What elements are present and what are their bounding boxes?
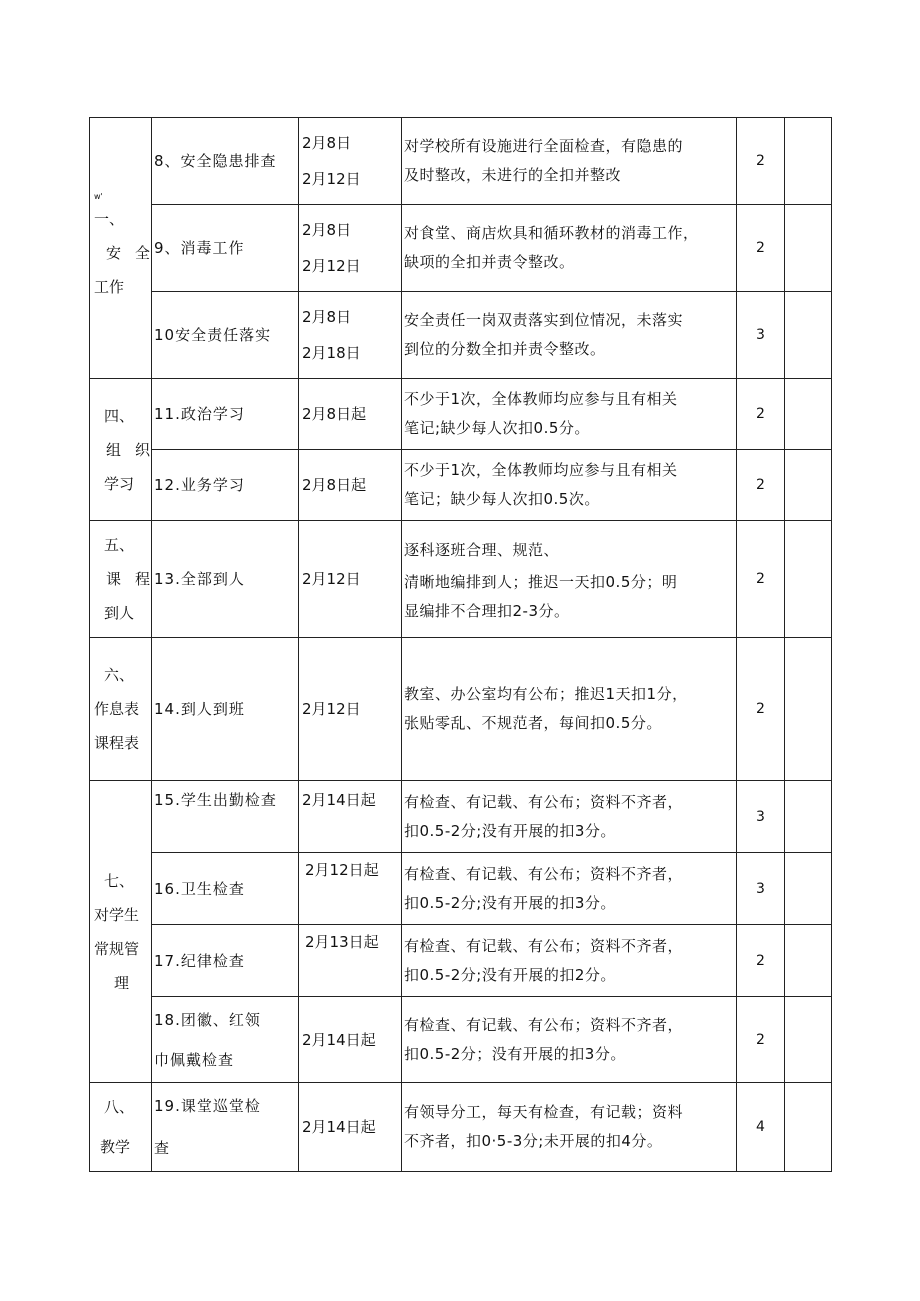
item-name: 16.卫生检查 [152,853,299,925]
criteria-cell: 有领导分工，每天有检查，有记载；资料 不齐者，扣0·5-3分;未开展的扣4分。 [402,1083,737,1172]
item-name: 11.政治学习 [152,379,299,450]
category-mark: w' [94,192,103,201]
score-cell: 4 [737,1083,785,1172]
date-cell: 2月8日 2月12日 [299,205,402,292]
date-cell: 2月8日起 [299,450,402,521]
table-row [90,521,832,638]
criteria-cell: 安全责任一岗双责落实到位情况，未落实 到位的分数全扣并责令整改。 [402,292,737,379]
criteria-cell: 对学校所有设施进行全面检查，有隐患的 及时整改，未进行的全扣并整改 [402,118,737,205]
criteria-cell: 不少于1次，全体教师均应参与且有相关 笔记;缺少每人次扣0.5分。 [402,379,737,450]
criteria-cell: 有检查、有记载、有公布；资料不齐者， 扣0.5-2分;没有开展的扣2分。 [402,925,737,997]
table-row [90,781,832,853]
category-student-management: 七、 对学生 常规管 理 [90,781,152,1083]
criteria-cell: 对食堂、商店炊具和循环教材的消毒工作， 缺项的全扣并责令整改。 [402,205,737,292]
category-teaching: 八、 教学 [90,1083,152,1172]
item-name: 10安全责任落实 [152,292,299,379]
date-cell: 2月12日 [299,521,402,638]
date-cell: 2月8日 2月18日 [299,292,402,379]
blank-cell [785,925,832,997]
blank-cell [785,638,832,781]
criteria-cell: 逐科逐班合理、规范、 清晰地编排到人；推迟一天扣0.5分；明 显编排不合理扣2-3分。 [402,521,737,638]
item-name: 19.课堂巡堂检 查 [152,1083,299,1172]
table-row [90,1083,832,1172]
item-name: 14.到人到班 [152,638,299,781]
blank-cell [785,450,832,521]
score-cell: 2 [737,118,785,205]
blank-cell [785,292,832,379]
blank-cell [785,997,832,1083]
date-cell: 2月12日起 [299,853,402,925]
item-name: 8、安全隐患排查 [152,118,299,205]
table-row [90,450,832,521]
item-name: 17.纪律检查 [152,925,299,997]
score-cell: 2 [737,205,785,292]
score-cell: 2 [737,379,785,450]
blank-cell [785,205,832,292]
table-row [90,205,832,292]
score-cell: 2 [737,521,785,638]
score-cell: 3 [737,853,785,925]
date-cell: 2月8日 2月12日 [299,118,402,205]
item-name: 13.全部到人 [152,521,299,638]
criteria-cell: 不少于1次，全体教师均应参与且有相关 笔记；缺少每人次扣0.5次。 [402,450,737,521]
blank-cell [785,853,832,925]
date-cell: 2月13日起 [299,925,402,997]
category-safety: w' 一、 安全 工作 [90,118,152,379]
score-cell: 2 [737,450,785,521]
item-name: 9、消毒工作 [152,205,299,292]
score-cell: 3 [737,781,785,853]
category-schedule: 六、 作息表 课程表 [90,638,152,781]
item-name: 18.团徽、红领 巾佩戴检查 [152,997,299,1083]
table-row [90,638,832,781]
score-cell: 2 [737,925,785,997]
date-cell: 2月14日起 [299,1083,402,1172]
inspection-table [89,117,832,1172]
score-cell: 2 [737,638,785,781]
blank-cell [785,118,832,205]
category-study: 四、 组织 学习 [90,379,152,521]
date-cell: 2月8日起 [299,379,402,450]
table-row [90,925,832,997]
criteria-cell: 教室、办公室均有公布；推迟1天扣1分， 张贴零乱、不规范者，每间扣0.5分。 [402,638,737,781]
date-cell: 2月12日 [299,638,402,781]
item-name: 12.业务学习 [152,450,299,521]
item-name: 15.学生出勤检查 [152,781,299,853]
category-curriculum: 五、 课程 到人 [90,521,152,638]
table-row [90,853,832,925]
blank-cell [785,1083,832,1172]
score-cell: 3 [737,292,785,379]
criteria-cell: 有检查、有记载、有公布；资料不齐者， 扣0.5-2分；没有开展的扣3分。 [402,997,737,1083]
criteria-cell: 有检查、有记载、有公布；资料不齐者， 扣0.5-2分;没有开展的扣3分。 [402,781,737,853]
table-row [90,292,832,379]
date-cell: 2月14日起 [299,781,402,853]
table-row [90,118,832,205]
blank-cell [785,781,832,853]
table-row [90,997,832,1083]
blank-cell [785,521,832,638]
criteria-cell: 有检查、有记载、有公布；资料不齐者， 扣0.5-2分;没有开展的扣3分。 [402,853,737,925]
score-cell: 2 [737,997,785,1083]
date-cell: 2月14日起 [299,997,402,1083]
table-row [90,379,832,450]
blank-cell [785,379,832,450]
